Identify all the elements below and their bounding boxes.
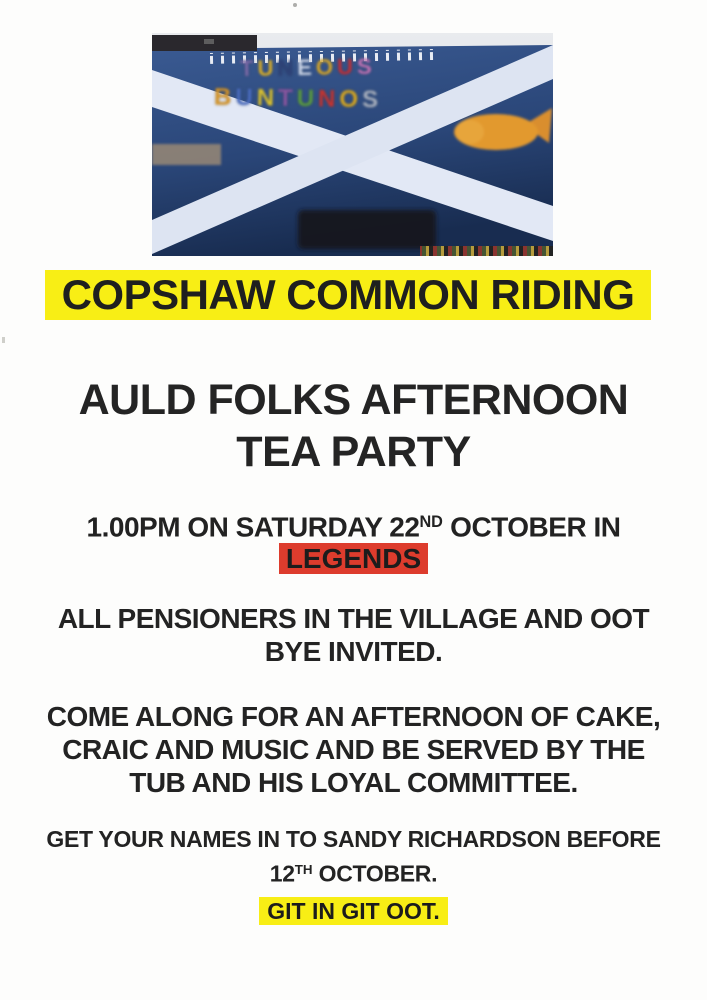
magnetic-letter: N [277,55,295,81]
magnetic-letter: N [256,84,276,112]
heading-line2: TEA PARTY [236,428,471,476]
rsvp-line1: GET YOUR NAMES IN TO SANDY RICHARDSON BEFORE [46,826,661,852]
datetime-prefix: 1.00PM ON SATURDAY 22 [86,511,420,543]
datetime-suffix: OCTOBER IN [442,511,621,543]
rsvp-date-prefix: 12 [269,860,295,887]
details-line3: TUB AND HIS LOYAL COMMITTEE. [129,767,578,798]
magnetic-letter: U [257,55,275,81]
date-ordinal: ND [419,513,443,531]
saltire-flag-photo [152,33,553,256]
details-line2: CRAIC AND MUSIC AND BE SERVED BY THE [62,734,645,765]
magnetic-letter: U [235,83,254,112]
invite-paragraph [0,602,707,668]
grey-object [152,144,221,165]
slogan-line [0,897,707,925]
invite-line1: ALL PENSIONERS IN THE VILLAGE AND OOT [57,603,650,634]
rsvp-date-suffix: OCTOBER. [312,860,438,887]
magnetic-letters-row1 [240,54,373,82]
rsvp-paragraph [0,824,707,889]
magnetic-letters-row2 [214,84,380,115]
magnetic-letter: S [356,53,373,80]
scan-speck [2,337,5,343]
heading-line1: AULD FOLKS AFTERNOON [78,376,629,424]
title-banner [45,270,651,320]
rsvp-line2 [0,854,707,889]
details-line1: COME ALONG FOR AN AFTERNOON OF CAKE, [46,701,661,732]
venue-line [0,543,707,574]
datetime-line [0,504,707,544]
title-text: COPSHAW COMMON RIDING [61,271,635,318]
scan-speck [293,3,297,7]
magnetic-letter: U [336,54,355,80]
magnetic-letter: N [317,85,337,113]
magnetic-letter: T [277,84,294,112]
multicolor-strip [420,246,553,256]
magnetic-letter: S [361,86,380,114]
dark-top-bar-highlight [204,39,214,44]
magnetic-letter: E [297,54,314,81]
event-heading [0,374,707,478]
details-paragraph [0,700,707,799]
magnetic-letter: T [239,55,255,82]
rsvp-date-ordinal: TH [294,862,313,877]
invite-line2: BYE INVITED. [264,636,443,667]
slogan-highlight: GIT IN GIT OOT. [259,897,448,925]
black-object [298,210,436,249]
magnetic-letter: B [213,83,233,111]
magnetic-letter: O [315,54,335,80]
magnetic-letter: O [339,85,360,114]
venue-highlight: LEGENDS [279,543,428,574]
magnetic-letter: U [296,85,316,113]
